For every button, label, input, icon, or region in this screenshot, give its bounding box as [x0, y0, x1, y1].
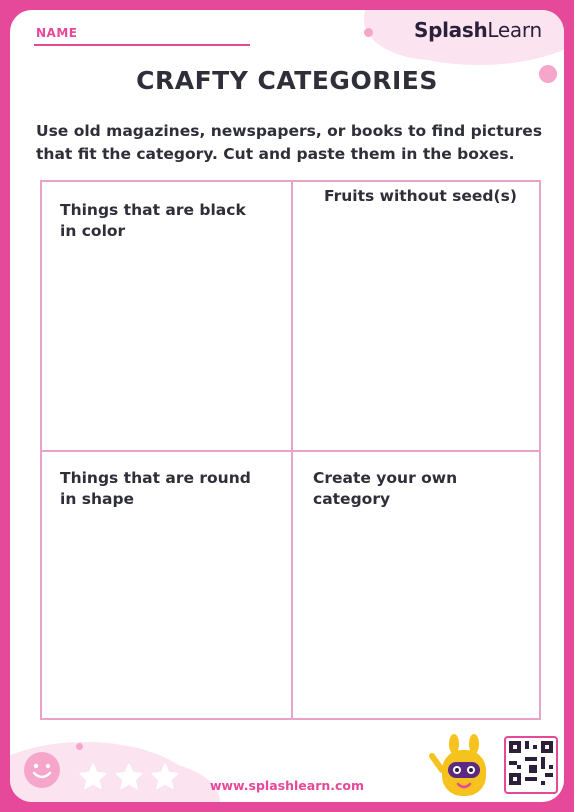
name-label: NAME: [36, 26, 78, 40]
splashlearn-logo: [414, 18, 542, 42]
qr-code-icon: [504, 736, 558, 794]
name-line: [34, 44, 250, 46]
category-label-black: Things that are black in color: [60, 201, 246, 240]
category-grid: [40, 180, 541, 720]
decor-dot: [364, 28, 373, 37]
worksheet-page: [10, 10, 564, 802]
grid-divider-horizontal: [42, 450, 539, 452]
logo-text-light: Learn: [487, 18, 542, 42]
page-title: CRAFTY CATEGORIES: [136, 66, 438, 95]
category-label-custom: Create your own category: [313, 469, 458, 508]
logo-text-bold: Splash: [414, 18, 488, 42]
mascot-icon: [428, 730, 500, 802]
category-label-fruits: Fruits without seed(s): [324, 187, 517, 205]
decor-dot: [76, 743, 83, 750]
footer-url: www.splashlearn.com: [209, 778, 365, 793]
instructions: Use old magazines, newspapers, or books to find pictures that fit the category. Cut and paste them in the boxes.: [36, 122, 543, 163]
category-label-round: Things that are round in shape: [60, 469, 251, 508]
